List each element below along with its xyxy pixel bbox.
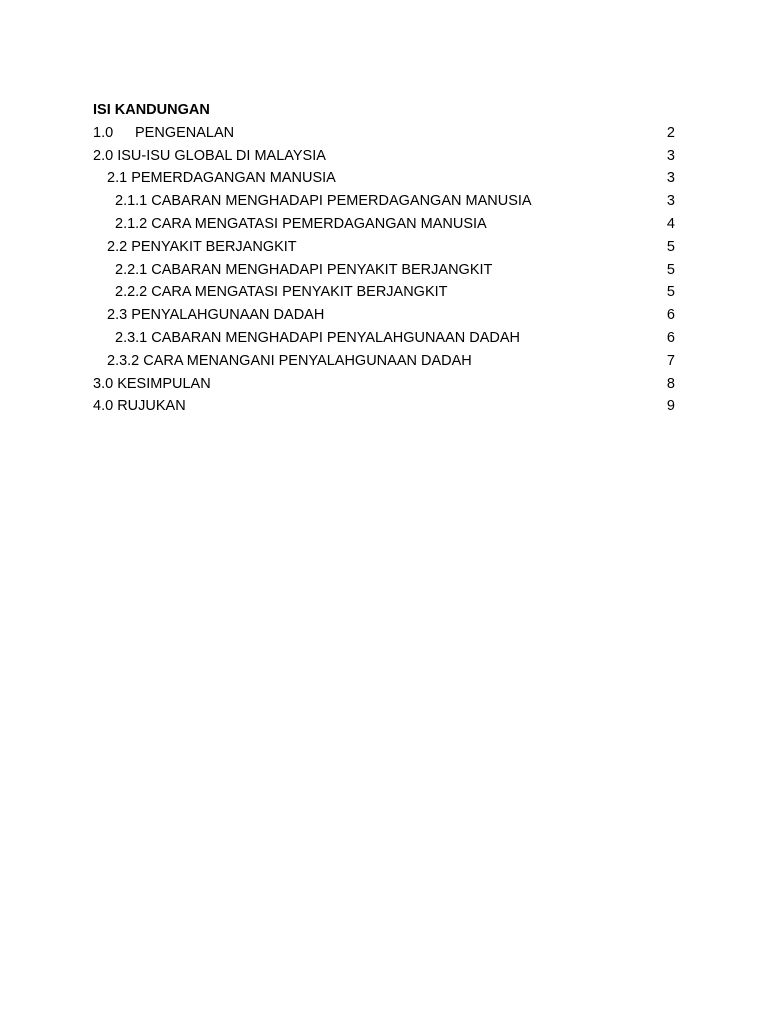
toc-entry-number: 2.2.1	[115, 261, 148, 278]
toc-entry-text: KESIMPULAN	[117, 375, 211, 392]
toc-entry-page: 3	[666, 193, 675, 210]
toc-entry-page: 5	[666, 261, 675, 278]
toc-entry	[93, 145, 675, 168]
toc-entry	[93, 350, 675, 373]
toc-entry-number: 2.3.1	[115, 329, 148, 346]
toc-entry-number: 2.1.1	[115, 193, 148, 210]
toc-entry-label	[107, 304, 324, 327]
toc-entry-number: 2.3	[107, 307, 128, 324]
toc-entry-label	[115, 259, 492, 282]
toc-entry-text: CABARAN MENGHADAPI PENYAKIT BERJANGKIT	[151, 261, 493, 278]
toc-entry-page: 2	[666, 124, 675, 141]
toc-entry-page: 3	[666, 170, 675, 187]
toc-entry-number: 3.0	[93, 375, 114, 392]
toc-entry-page: 5	[666, 238, 675, 255]
toc-entry-label	[93, 122, 234, 145]
toc-entry-label	[93, 145, 326, 168]
toc-entry-label	[115, 213, 487, 236]
toc-entry-label	[107, 350, 472, 373]
toc-entry	[93, 213, 675, 236]
toc-entry-page: 9	[666, 398, 675, 415]
toc-entry	[93, 373, 675, 396]
toc-entry-text: ISU-ISU GLOBAL DI MALAYSIA	[117, 147, 326, 164]
toc-entry-page: 5	[666, 284, 675, 301]
toc-entry-text: PENYAKIT BERJANGKIT	[131, 238, 297, 255]
toc-entry	[93, 259, 675, 282]
toc-entry-label	[93, 395, 186, 418]
toc-entry-number: 2.2.2	[115, 284, 148, 301]
toc-entry-text: CABARAN MENGHADAPI PENYALAHGUNAAN DADAH	[151, 329, 521, 346]
toc-entry-page: 4	[666, 215, 675, 232]
toc-entry	[93, 122, 675, 145]
toc-entry-page: 6	[666, 307, 675, 324]
toc-entry-number: 2.1.2	[115, 215, 148, 232]
toc-entry-page: 7	[666, 352, 675, 369]
toc-entry-label	[107, 167, 336, 190]
toc-entry-number: 1.0	[93, 124, 114, 141]
toc-title: ISI KANDUNGAN	[93, 102, 210, 118]
toc-entry-text: PEMERDAGANGAN MANUSIA	[131, 170, 336, 187]
toc-entry	[93, 395, 675, 418]
toc-entry	[93, 304, 675, 327]
toc-entry-text: CARA MENANGANI PENYALAHGUNAAN DADAH	[143, 352, 472, 369]
toc-entry-number: 2.3.2	[107, 352, 140, 369]
toc-entry-label	[93, 373, 211, 396]
toc-entry-text: CARA MENGATASI PENYAKIT BERJANGKIT	[151, 284, 448, 301]
toc-entry	[93, 236, 675, 259]
toc-entry	[93, 167, 675, 190]
toc-entry	[93, 281, 675, 304]
toc-entry-text: PENGENALAN	[135, 124, 235, 141]
toc-entry-number: 2.2	[107, 238, 128, 255]
toc-entry-label	[115, 327, 520, 350]
toc-entry-text: RUJUKAN	[117, 398, 186, 415]
toc-entry-label	[115, 281, 448, 304]
toc-entry	[93, 190, 675, 213]
toc-entry-label	[107, 236, 297, 259]
toc-entry-number: 2.0	[93, 147, 114, 164]
toc-entry-text: CABARAN MENGHADAPI PEMERDAGANGAN MANUSIA	[151, 193, 532, 210]
toc-entry-label	[115, 190, 532, 213]
toc-entry-text: CARA MENGATASI PEMERDAGANGAN MANUSIA	[151, 215, 487, 232]
toc-list	[93, 122, 675, 418]
toc-entry-page: 3	[666, 147, 675, 164]
toc-entry-page: 8	[666, 375, 675, 392]
table-of-contents	[93, 99, 675, 418]
toc-entry-number: 4.0	[93, 398, 114, 415]
toc-entry-page: 6	[666, 329, 675, 346]
toc-entry-text: PENYALAHGUNAAN DADAH	[131, 307, 325, 324]
toc-entry-number: 2.1	[107, 170, 128, 187]
toc-entry	[93, 327, 675, 350]
